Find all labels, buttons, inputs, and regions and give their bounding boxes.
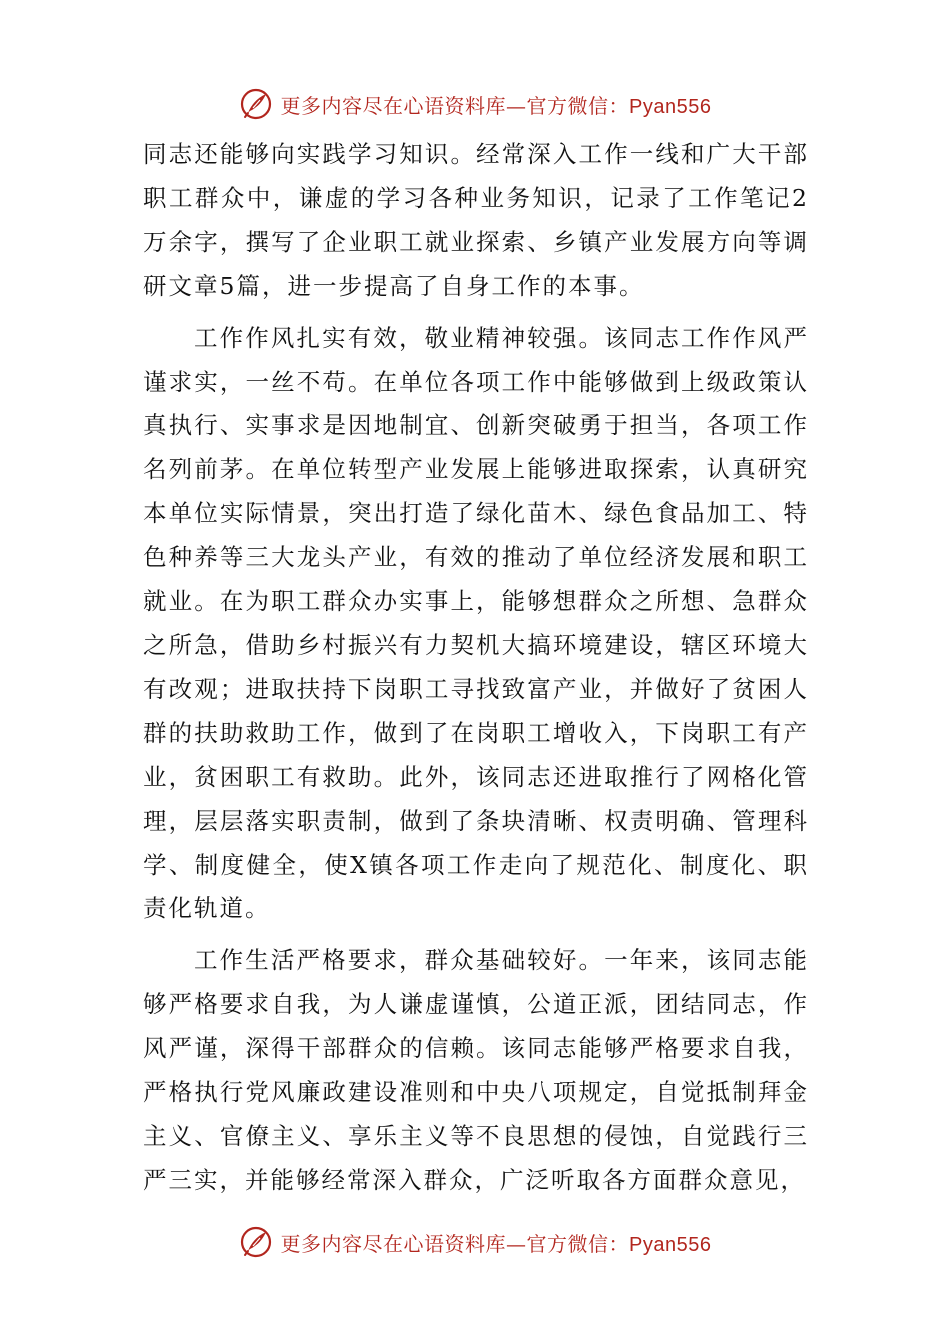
paragraph-2: 工作作风扎实有效，敬业精神较强。该同志工作作风严谨求实，一丝不苟。在单位各项工作中能够做到上级政策认真执行、实事求是因地制宜、创新突破勇于担当，各项工作名列前茅。在单位转型产业发展上能够进取探索，认真研究本单位实际情景，突出打造了绿化苗木、绿色食品加工、特色种养等三大龙头产业，有效的推动了单位经济发展和职工就业。在为职工群众办实事上，能够想群众之所想、急群众之所急，借助乡村振兴有力契机大搞环境建设，辖区环境大有改观；进取扶持下岗职工寻找致富产业，并做好了贫困人群的扶助救助工作，做到了在岗职工增收入，下岗职工有产业，贫困职工有救助。此外，该同志还进取推行了网格化管理，层层落实职责制，做到了条块清晰、权责明确、管理科学、制度健全，使X镇各项工作走向了规范化、制度化、职责化轨道。 — [143, 323, 809, 923]
paragraph-1: 同志还能够向实践学习知识。经常深入工作一线和广大干部职工群众中，谦虚的学习各种业务知识，记录了工作笔记2万余字，撰写了企业职工就业探索、乡镇产业发展方向等调研文章5篇，进一步提高了自身工作的本事。 — [143, 140, 809, 300]
footer-watermark — [0, 1222, 950, 1262]
watermark-text: 更多内容尽在心语资料库—官方微信：Pyan556 — [280, 93, 712, 118]
paragraph-3: 工作生活严格要求，群众基础较好。一年来，该同志能够严格要求自我，为人谦虚谨慎，公道正派，团结同志，作风严谨，深得干部群众的信赖。该同志能够严格要求自我，严格执行党风廉政建设准则和中央八项规定，自觉抵制拜金主义、官僚主义、享乐主义等不良思想的侵蚀，自觉践行三严三实，并能够经常深入群众，广泛听取各方面群众意见， — [143, 946, 809, 1194]
quill-pen-icon — [239, 87, 273, 121]
document-body — [143, 133, 809, 1203]
header-watermark — [0, 84, 950, 124]
quill-pen-icon — [239, 1225, 273, 1259]
watermark-text: 更多内容尽在心语资料库—官方微信：Pyan556 — [280, 1231, 712, 1256]
